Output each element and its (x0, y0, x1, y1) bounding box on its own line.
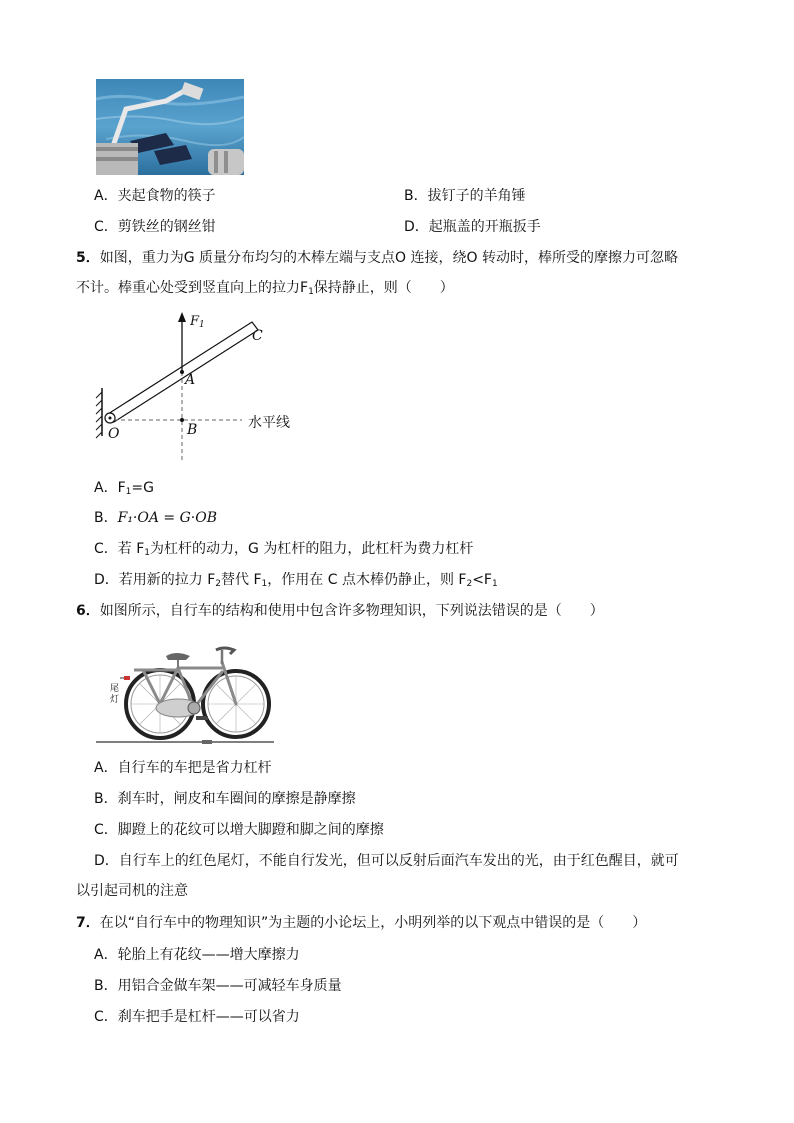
label-point-b: B (187, 422, 198, 438)
q4-option-c: C．剪铁丝的钢丝钳 (94, 219, 216, 235)
label-point-o: O (108, 426, 120, 442)
bicycle-image (96, 632, 274, 748)
q6-option-d: D．自行车上的红色尾灯，不能自行发光，但可以反射后面汽车发出的光，由于红色醒目，就可 (94, 853, 679, 869)
q6-option-a: A．自行车的车把是省力杠杆 (94, 760, 272, 776)
q5-option-b: B．F₁·OA = G·OB (94, 510, 218, 526)
q5-option-a: A．$F_1=G$ (94, 480, 154, 497)
space-station-arm-image (96, 79, 244, 175)
label-f1: $F_1$ (190, 314, 205, 330)
lever-diagram (92, 308, 312, 468)
label-point-a: A (185, 372, 196, 388)
label-horizontal-line: 水平线 (248, 415, 290, 431)
q5-option-c: C．若 $F_1$为杠杆的动力，G 为杠杆的阻力，此杠杆为费力杠杆 (94, 541, 474, 558)
q4-option-a: A．夹起食物的筷子 (94, 188, 216, 204)
q4-option-b: B．拔钉子的羊角锤 (404, 188, 526, 204)
q6-option-b: B．刹车时，闸皮和车圈间的摩擦是静摩擦 (94, 791, 356, 807)
q7-option-a: A．轮胎上有花纹——增大摩擦力 (94, 947, 300, 963)
label-point-c: C (252, 328, 263, 344)
q7-option-c: C．刹车把手是杠杆——可以省力 (94, 1009, 300, 1025)
q7-stem: 7．在以“自行车中的物理知识”为主题的小论坛上，小明列举的以下观点中错误的是（ ） (76, 915, 647, 931)
q6-option-c: C．脚蹬上的花纹可以增大脚蹬和脚之间的摩擦 (94, 822, 384, 838)
q4-option-d: D．起瓶盖的开瓶扳手 (404, 219, 541, 235)
q5-stem-line1: 5．如图，重力为G 质量分布均匀的木棒左端与支点O 连接，绕O 转动时，棒所受的摩擦力可忽略 (76, 250, 678, 266)
q5-stem-line2: 不计。棒重心处受到竖直向上的拉力$F_1$保持静止，则（ ） (76, 280, 454, 297)
q7-option-b: B．用铝合金做车架——可减轻车身质量 (94, 978, 342, 994)
q6-stem: 6．如图所示，自行车的结构和使用中包含许多物理知识，下列说法错误的是（ ） (76, 603, 604, 619)
tail-light-label: 尾灯 (110, 684, 120, 705)
q6-option-d-continued: 以引起司机的注意 (76, 883, 188, 899)
q5-option-d: D．若用新的拉力 $F_2$替代 $F_1$，作用在 C 点木棒仍静止，则 $F_2<F_1$ (94, 572, 498, 589)
